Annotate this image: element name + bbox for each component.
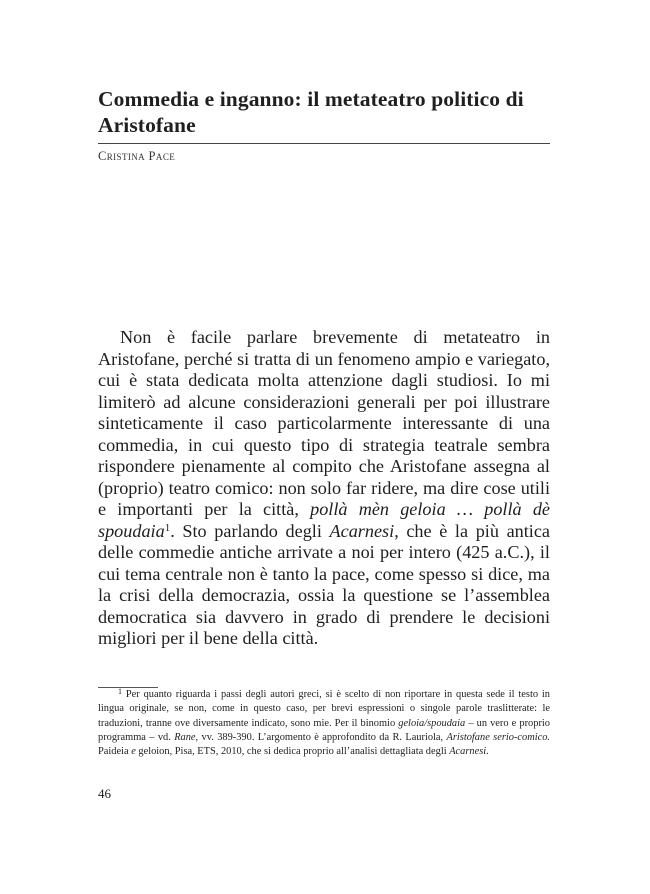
title-rule [98,143,550,144]
footnote-text-6: . [486,746,489,758]
footnote-text-4: Paideia [98,746,132,758]
footnote-italic-2: Rane [174,731,196,743]
body-text-2: . Sto parlando degli [170,520,330,541]
body-paragraph [98,327,550,650]
footnote-italic-4: e [131,746,136,758]
footnote-text-1: Per quanto riguarda i passi degli autori greci, si è scelto di non riportare in questa sede il testo in lingua originale, se non, come in questo caso, per brevi espressioni o singole parole traslitterate: le traduzioni, tranne ove diversamente indicato, sono mie. Per il binomio [98,689,550,729]
footnote-text-3: , vv. 389-390. L’argomento è approfondito da R. Lauriola, [195,731,447,743]
footnote-text-5: geloion, Pisa, ETS, 2010, che si dedica proprio all’analisi dettagliata degli [135,746,450,758]
play-title-acarnesi: Acarnesi [329,520,395,541]
chapter-header [98,86,550,164]
author-name: Cristina Pace [98,149,176,163]
footnote-italic-1: geloia/spoudaia [398,717,466,729]
body-text-1: Non è facile parlare brevemente di metateatro in Aristofane, perché si tratta di un fenomeno ampio e variegato, cui è stata dedicata molta attenzione dagli studiosi. Io mi limiterò ad alcune considerazioni generali per poi illustrare sinteticamente il caso particolarmente interessante di una commedia, in cui questo tipo di strategia teatrale sembra rispondere pienamente al compito che Aristofane assegna al (proprio) teatro comico: non solo far ridere, ma dire cose utili e importanti per la città, [98,327,550,519]
chapter-title: Commedia e inganno: il metateatro politico di Aristofane [98,87,524,137]
footnote-reference[interactable]: 1 [164,521,171,534]
footnote-italic-3: Aristofane serio-comico. [446,731,551,743]
page-number: 46 [98,786,111,801]
footnote-text-2: – un vero e proprio programma – vd. [98,717,550,743]
body-text-3: , che è la più antica delle commedie antiche arrivate a noi per intero (425 a.C.), il cui tema centrale non è tanto la pace, come spesso si dice, ma la crisi della democrazia, ossia la questione se l’assemblea democratica sia davvero in grado di prendere le decisioni migliori per il bene della città. [98,520,550,648]
footnote-italic-5: Acarnesi [449,746,487,758]
greek-quote: pollà mèn geloia … pollà dè spoudaia [98,499,551,541]
footnote-number: 1 [118,687,122,696]
footnote [98,688,550,759]
